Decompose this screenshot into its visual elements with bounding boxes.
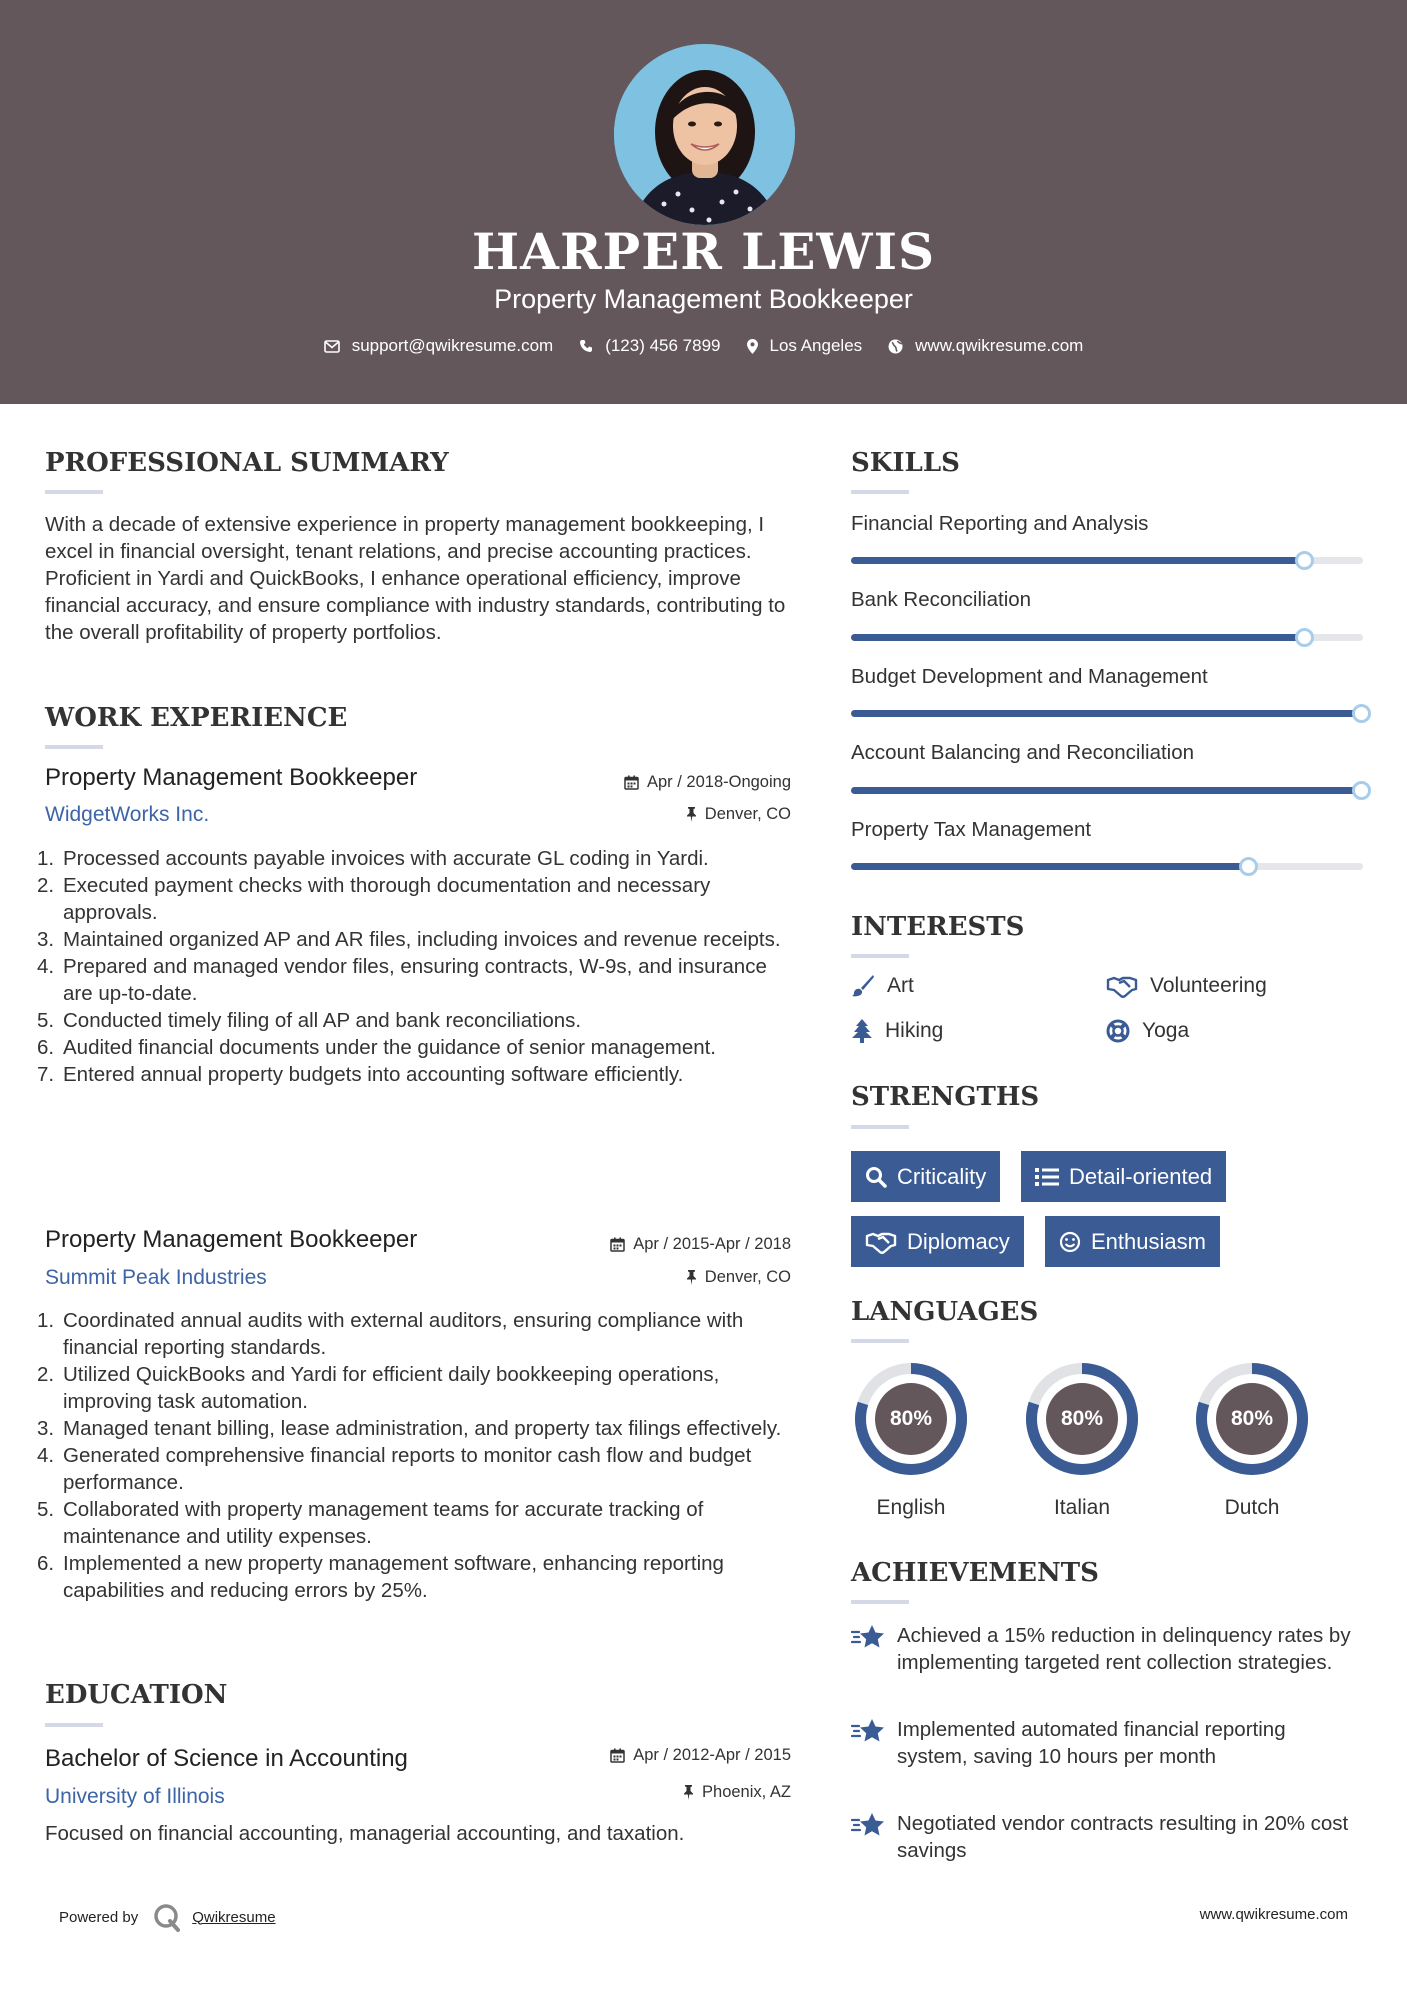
contact-email[interactable] [324, 336, 554, 356]
skill-label: Financial Reporting and Analysis [851, 512, 1149, 535]
search-icon [865, 1166, 887, 1188]
language-percent: 80% [1230, 1407, 1274, 1430]
strength-label: Detail-oriented [1069, 1163, 1213, 1189]
list-item: 7. Entered annual property budgets into accounting software efficiently. [37, 1063, 684, 1086]
interest-label: Volunteering [1150, 974, 1267, 997]
skill-bar-knob [1352, 781, 1371, 800]
skill-bar-knob [1295, 551, 1314, 570]
education-heading-rule [45, 1723, 103, 1727]
list-item: 6. Implemented a new property management software, enhancing reporting capabilities and reducing errors by 25%. [37, 1552, 724, 1602]
pushpin-icon [686, 1270, 697, 1285]
job-2-location [560, 1268, 791, 1287]
strength-badge-detail-oriented [1021, 1151, 1226, 1202]
experience-heading: WORK EXPERIENCE [45, 703, 348, 733]
life-ring-icon [1106, 1019, 1130, 1043]
profile-photo [614, 44, 795, 225]
job-2-location-text: Denver, CO [704, 1268, 791, 1286]
skill-bar [851, 863, 1363, 870]
list-item-text: Audited financial documents under the guidance of senior management. [63, 1036, 717, 1059]
calendar-icon [624, 775, 639, 790]
education-location [560, 1783, 791, 1802]
calendar-icon [610, 1237, 625, 1252]
skill-label: Bank Reconciliation [851, 588, 1032, 611]
powered-by [59, 1902, 276, 1932]
job-2-dates [560, 1235, 791, 1254]
skill-bar-fill [851, 557, 1307, 564]
experience-heading-rule [45, 745, 103, 749]
job-2-dates-text: Apr / 2015-Apr / 2018 [633, 1235, 791, 1253]
achievement-text: Negotiated vendor contracts resulting in 20% cost savings [897, 1812, 1349, 1862]
list-item: 5. Conducted timely filing of all AP and bank reconciliations. [37, 1009, 582, 1032]
language-percent: 80% [1060, 1407, 1104, 1430]
interest-label: Art [887, 974, 914, 997]
list-item-text: Processed accounts payable invoices with accurate GL coding in Yardi. [63, 847, 709, 870]
qwikresume-logo-icon [152, 1902, 182, 1932]
job-1-company: WidgetWorks Inc. [45, 803, 210, 826]
strengths-heading-rule [851, 1125, 909, 1129]
achievement-text: Implemented automated financial reporting system, saving 10 hours per month [897, 1718, 1286, 1768]
skill-label: Budget Development and Management [851, 665, 1208, 688]
contact-bar [0, 336, 1407, 356]
language-italian [1021, 1358, 1143, 1520]
star-icon [851, 1624, 885, 1650]
list-item: 3. Managed tenant billing, lease administration, and property tax filings effectively. [37, 1417, 782, 1440]
language-percent: 80% [889, 1407, 933, 1430]
powered-by-label: Powered by [59, 1908, 139, 1926]
achievement-text: Achieved a 15% reduction in delinquency rates by implementing targeted rent collection strategies. [897, 1624, 1351, 1674]
list-item: 2. Executed payment checks with thorough documentation and necessary approvals. [37, 874, 711, 924]
job-1-location [560, 805, 791, 824]
achievement-item [851, 1810, 1361, 1864]
skill-bar [851, 557, 1363, 564]
language-english [850, 1358, 972, 1520]
job-1-title: Property Management Bookkeeper [45, 764, 418, 791]
strength-badge-enthusiasm [1045, 1216, 1220, 1267]
footer-website[interactable]: www.qwikresume.com [1199, 1906, 1348, 1923]
paintbrush-icon [851, 974, 875, 998]
job-1-dates-text: Apr / 2018-Ongoing [646, 773, 791, 791]
skill-bar-fill [851, 634, 1307, 641]
star-icon [851, 1812, 885, 1838]
handshake-icon [865, 1230, 897, 1254]
candidate-name: HARPER LEWIS [471, 222, 936, 281]
achievements-heading: ACHIEVEMENTS [851, 1558, 1099, 1588]
interest-hiking [851, 1019, 943, 1043]
calendar-icon [610, 1748, 625, 1763]
achievement-item [851, 1716, 1361, 1770]
summary-heading: PROFESSIONAL SUMMARY [45, 448, 449, 478]
interest-volunteering [1106, 974, 1267, 998]
profile-portrait-illustration [614, 44, 795, 225]
job-1-bullets [37, 845, 795, 1088]
contact-phone-text: (123) 456 7899 [605, 336, 721, 355]
education-degree: Bachelor of Science in Accounting [45, 1745, 408, 1772]
job-1-location-text: Denver, CO [704, 805, 791, 823]
language-label: Dutch [1224, 1496, 1280, 1519]
list-item-text: Coordinated annual audits with external auditors, ensuring compliance with financial reporting standards. [63, 1309, 744, 1359]
resume-header [0, 0, 1407, 404]
skill-bar [851, 710, 1363, 717]
pushpin-icon [683, 1785, 694, 1800]
language-label: Italian [1053, 1496, 1111, 1519]
skill-bar-fill [851, 863, 1250, 870]
skill-bar-knob [1239, 857, 1258, 876]
job-2-company: Summit Peak Industries [45, 1266, 267, 1289]
candidate-title: Property Management Bookkeeper [494, 284, 913, 314]
pushpin-icon [686, 807, 697, 822]
contact-website-text: www.qwikresume.com [915, 336, 1084, 355]
strength-badge-diplomacy [851, 1216, 1024, 1267]
list-item-text: Implemented a new property management software, enhancing reporting capabilities and reducing errors by 25%. [63, 1552, 724, 1602]
education-location-text: Phoenix, AZ [702, 1783, 791, 1801]
education-heading: EDUCATION [45, 1680, 228, 1710]
skill-bar-knob [1352, 704, 1371, 723]
list-item-text: Maintained organized AP and AR files, including invoices and revenue receipts. [63, 928, 781, 951]
skill-bar-knob [1295, 628, 1314, 647]
contact-phone[interactable] [579, 336, 720, 356]
strength-label: Enthusiasm [1091, 1228, 1206, 1254]
contact-website[interactable] [888, 336, 1083, 356]
job-1-dates [560, 773, 791, 792]
education-dates [560, 1746, 791, 1765]
strength-badge-criticality [851, 1151, 1000, 1202]
contact-email-text: support@qwikresume.com [351, 336, 554, 355]
achievement-item [851, 1622, 1361, 1676]
list-item: 4. Prepared and managed vendor files, ensuring contracts, W-9s, and insurance are up-to-date. [37, 955, 767, 1005]
list-item-text: Collaborated with property management teams for accurate tracking of maintenance and utility expenses. [63, 1498, 704, 1548]
star-icon [851, 1718, 885, 1744]
summary-heading-rule [45, 490, 103, 494]
language-label: English [876, 1496, 946, 1519]
education-dates-text: Apr / 2012-Apr / 2015 [633, 1746, 791, 1764]
list-item-text: Entered annual property budgets into accounting software efficiently. [63, 1063, 684, 1086]
skill-bar-fill [851, 787, 1363, 794]
list-item: 1. Coordinated annual audits with external auditors, ensuring compliance with financial reporting standards. [37, 1309, 744, 1359]
skills-heading-rule [851, 490, 909, 494]
job-2-title: Property Management Bookkeeper [45, 1226, 418, 1253]
interests-heading-rule [851, 954, 909, 958]
language-dutch [1191, 1358, 1313, 1520]
handshake-icon [1106, 974, 1138, 998]
contact-location [747, 336, 863, 356]
phone-icon [579, 339, 593, 353]
skill-label: Account Balancing and Reconciliation [851, 741, 1195, 764]
achievements-heading-rule [851, 1600, 909, 1604]
languages-heading-rule [851, 1339, 909, 1343]
list-item: 2. Utilized QuickBooks and Yardi for efficient daily bookkeeping operations, improving task automation. [37, 1363, 720, 1413]
interest-yoga [1106, 1019, 1189, 1043]
list-item: 6. Audited financial documents under the guidance of senior management. [37, 1036, 717, 1059]
list-item-text: Generated comprehensive financial reports to monitor cash flow and budget performance. [63, 1444, 752, 1494]
list-item: 5. Collaborated with property management teams for accurate tracking of maintenance and utility expenses. [37, 1498, 704, 1548]
smile-icon [1059, 1231, 1081, 1253]
contact-location-text: Los Angeles [769, 336, 863, 355]
interest-label: Hiking [885, 1019, 944, 1042]
list-item-text: Utilized QuickBooks and Yardi for efficient daily bookkeeping operations, improving task automation. [63, 1363, 720, 1413]
interest-label: Yoga [1142, 1019, 1190, 1042]
list-item-text: Managed tenant billing, lease administration, and property tax filings effectively. [63, 1417, 782, 1440]
list-item: 1. Processed accounts payable invoices with accurate GL coding in Yardi. [37, 847, 709, 870]
education-description: Focused on financial accounting, managerial accounting, and taxation. [45, 1822, 685, 1845]
languages-heading: LANGUAGES [851, 1297, 1039, 1327]
skill-bar [851, 787, 1363, 794]
globe-icon [888, 339, 903, 354]
envelope-icon [324, 340, 340, 353]
skill-bar-fill [851, 710, 1363, 717]
list-icon [1035, 1167, 1059, 1187]
summary-text: With a decade of extensive experience in property management bookkeeping, I excel in financial oversight, tenant relations, and precise accounting practices. Proficient in Yardi and QuickBooks, I enhance operational efficiency, improve financial accuracy, and ensure compliance with industry standards, contributing to the overall profitability of property portfolios. [45, 513, 786, 644]
qwikresume-link[interactable]: Qwikresume [192, 1908, 276, 1926]
skill-label: Property Tax Management [851, 818, 1092, 841]
strength-label: Criticality [897, 1163, 987, 1189]
list-item: 4. Generated comprehensive financial reports to monitor cash flow and budget performance. [37, 1444, 752, 1494]
skill-bar [851, 634, 1363, 641]
interests-heading: INTERESTS [851, 912, 1025, 942]
list-item-text: Conducted timely filing of all AP and bank reconciliations. [63, 1009, 582, 1032]
strength-label: Diplomacy [907, 1228, 1010, 1254]
strengths-heading: STRENGTHS [851, 1082, 1040, 1112]
interest-art [851, 974, 914, 998]
map-pin-icon [747, 339, 758, 354]
list-item-text: Executed payment checks with thorough documentation and necessary approvals. [63, 874, 711, 924]
tree-icon [851, 1019, 873, 1043]
list-item: 3. Maintained organized AP and AR files, including invoices and revenue receipts. [37, 928, 781, 951]
skills-heading: SKILLS [851, 448, 960, 478]
list-item-text: Prepared and managed vendor files, ensuring contracts, W-9s, and insurance are up-to-date. [63, 955, 767, 1005]
job-2-bullets [37, 1307, 795, 1604]
education-school: University of Illinois [45, 1785, 225, 1808]
